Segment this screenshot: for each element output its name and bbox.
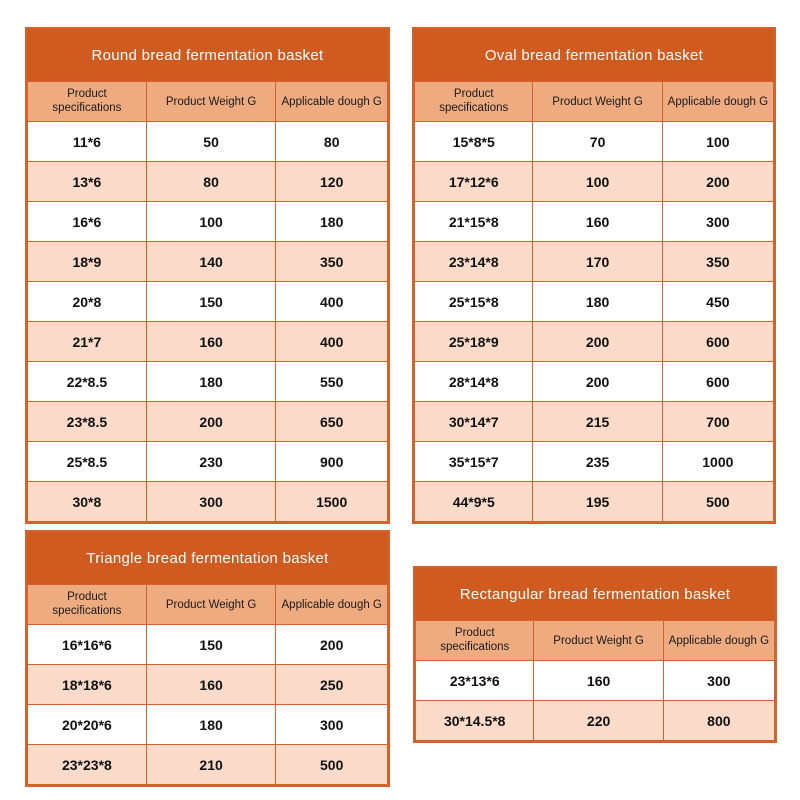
column-header-dough: Applicable dough G bbox=[276, 82, 388, 122]
cell-weight: 200 bbox=[533, 362, 662, 402]
column-header-dough: Applicable dough G bbox=[662, 82, 773, 122]
cell-dough: 800 bbox=[663, 701, 774, 741]
table-row bbox=[28, 362, 388, 402]
cell-specification: 23*23*8 bbox=[28, 745, 147, 785]
spec-table-round bbox=[27, 81, 388, 522]
cell-weight: 300 bbox=[146, 482, 276, 522]
cell-specification: 30*8 bbox=[28, 482, 147, 522]
table-row bbox=[28, 162, 388, 202]
cell-weight: 210 bbox=[146, 745, 276, 785]
table-row bbox=[415, 482, 774, 522]
cell-dough: 300 bbox=[663, 661, 774, 701]
column-header-dough: Applicable dough G bbox=[276, 585, 388, 625]
cell-specification: 13*6 bbox=[28, 162, 147, 202]
table-row bbox=[415, 282, 774, 322]
column-header-weight: Product Weight G bbox=[534, 621, 663, 661]
cell-weight: 180 bbox=[146, 362, 276, 402]
cell-specification: 23*14*8 bbox=[415, 242, 533, 282]
column-header-dough: Applicable dough G bbox=[663, 621, 774, 661]
cell-dough: 550 bbox=[276, 362, 388, 402]
cell-weight: 230 bbox=[146, 442, 276, 482]
cell-dough: 300 bbox=[276, 705, 388, 745]
table-row bbox=[415, 242, 774, 282]
spec-table-oval bbox=[414, 81, 774, 522]
cell-dough: 1500 bbox=[276, 482, 388, 522]
cell-specification: 35*15*7 bbox=[415, 442, 533, 482]
cell-weight: 150 bbox=[146, 282, 276, 322]
cell-dough: 400 bbox=[276, 282, 388, 322]
table-row bbox=[415, 202, 774, 242]
cell-dough: 600 bbox=[662, 362, 773, 402]
cell-specification: 30*14*7 bbox=[415, 402, 533, 442]
cell-weight: 215 bbox=[533, 402, 662, 442]
cell-specification: 30*14.5*8 bbox=[416, 701, 534, 741]
cell-weight: 195 bbox=[533, 482, 662, 522]
cell-specification: 25*15*8 bbox=[415, 282, 533, 322]
cell-specification: 28*14*8 bbox=[415, 362, 533, 402]
cell-weight: 220 bbox=[534, 701, 663, 741]
cell-dough: 500 bbox=[276, 745, 388, 785]
cell-specification: 23*13*6 bbox=[416, 661, 534, 701]
cell-weight: 180 bbox=[533, 282, 662, 322]
cell-dough: 900 bbox=[276, 442, 388, 482]
column-header-weight: Product Weight G bbox=[146, 82, 276, 122]
cell-specification: 21*7 bbox=[28, 322, 147, 362]
cell-specification: 16*16*6 bbox=[28, 625, 147, 665]
cell-weight: 100 bbox=[146, 202, 276, 242]
table-row bbox=[415, 122, 774, 162]
cell-dough: 500 bbox=[662, 482, 773, 522]
cell-dough: 200 bbox=[662, 162, 773, 202]
cell-specification: 44*9*5 bbox=[415, 482, 533, 522]
cell-weight: 200 bbox=[146, 402, 276, 442]
cell-dough: 400 bbox=[276, 322, 388, 362]
cell-weight: 100 bbox=[533, 162, 662, 202]
cell-dough: 120 bbox=[276, 162, 388, 202]
cell-dough: 250 bbox=[276, 665, 388, 705]
table-row bbox=[415, 442, 774, 482]
cell-weight: 70 bbox=[533, 122, 662, 162]
cell-dough: 600 bbox=[662, 322, 773, 362]
table-row bbox=[28, 442, 388, 482]
cell-dough: 100 bbox=[662, 122, 773, 162]
table-row bbox=[415, 362, 774, 402]
cell-weight: 200 bbox=[533, 322, 662, 362]
table-row bbox=[28, 202, 388, 242]
table-row bbox=[28, 122, 388, 162]
table-row bbox=[415, 162, 774, 202]
column-header-weight: Product Weight G bbox=[146, 585, 276, 625]
cell-weight: 180 bbox=[146, 705, 276, 745]
table-row bbox=[28, 625, 388, 665]
cell-weight: 160 bbox=[146, 322, 276, 362]
table-row bbox=[28, 482, 388, 522]
table-oval-basket bbox=[412, 27, 776, 524]
cell-dough: 1000 bbox=[662, 442, 773, 482]
cell-specification: 18*9 bbox=[28, 242, 147, 282]
cell-specification: 23*8.5 bbox=[28, 402, 147, 442]
cell-weight: 50 bbox=[146, 122, 276, 162]
table-row bbox=[415, 402, 774, 442]
spec-table-rectangular bbox=[415, 620, 775, 741]
table-triangle-basket bbox=[25, 530, 390, 787]
cell-weight: 235 bbox=[533, 442, 662, 482]
column-header-specifications: Product specifications bbox=[28, 82, 147, 122]
cell-weight: 160 bbox=[146, 665, 276, 705]
cell-weight: 170 bbox=[533, 242, 662, 282]
table-row bbox=[28, 242, 388, 282]
table-title-rectangular: Rectangular bread fermentation basket bbox=[415, 568, 775, 620]
cell-weight: 140 bbox=[146, 242, 276, 282]
table-header-row bbox=[28, 585, 388, 625]
cell-specification: 18*18*6 bbox=[28, 665, 147, 705]
column-header-weight: Product Weight G bbox=[533, 82, 662, 122]
table-row bbox=[28, 705, 388, 745]
table-row bbox=[416, 701, 775, 741]
cell-specification: 11*6 bbox=[28, 122, 147, 162]
table-title-oval: Oval bread fermentation basket bbox=[414, 29, 774, 81]
cell-weight: 150 bbox=[146, 625, 276, 665]
table-header-row bbox=[28, 82, 388, 122]
table-header-row bbox=[415, 82, 774, 122]
table-row bbox=[28, 282, 388, 322]
cell-dough: 350 bbox=[662, 242, 773, 282]
cell-weight: 160 bbox=[533, 202, 662, 242]
cell-specification: 25*18*9 bbox=[415, 322, 533, 362]
table-row bbox=[28, 745, 388, 785]
cell-weight: 160 bbox=[534, 661, 663, 701]
cell-specification: 17*12*6 bbox=[415, 162, 533, 202]
column-header-specifications: Product specifications bbox=[416, 621, 534, 661]
table-row bbox=[416, 661, 775, 701]
cell-dough: 200 bbox=[276, 625, 388, 665]
cell-dough: 350 bbox=[276, 242, 388, 282]
table-row bbox=[28, 665, 388, 705]
column-header-specifications: Product specifications bbox=[28, 585, 147, 625]
table-title-triangle: Triangle bread fermentation basket bbox=[27, 532, 388, 584]
table-row bbox=[415, 322, 774, 362]
cell-specification: 15*8*5 bbox=[415, 122, 533, 162]
table-round-basket bbox=[25, 27, 390, 524]
table-row bbox=[28, 322, 388, 362]
cell-specification: 22*8.5 bbox=[28, 362, 147, 402]
cell-dough: 650 bbox=[276, 402, 388, 442]
cell-dough: 450 bbox=[662, 282, 773, 322]
cell-dough: 180 bbox=[276, 202, 388, 242]
cell-weight: 80 bbox=[146, 162, 276, 202]
table-row bbox=[28, 402, 388, 442]
cell-specification: 20*8 bbox=[28, 282, 147, 322]
cell-dough: 80 bbox=[276, 122, 388, 162]
table-rectangular-basket bbox=[413, 566, 777, 743]
cell-specification: 21*15*8 bbox=[415, 202, 533, 242]
cell-specification: 25*8.5 bbox=[28, 442, 147, 482]
cell-dough: 700 bbox=[662, 402, 773, 442]
table-header-row bbox=[416, 621, 775, 661]
cell-dough: 300 bbox=[662, 202, 773, 242]
cell-specification: 20*20*6 bbox=[28, 705, 147, 745]
spec-table-triangle bbox=[27, 584, 388, 785]
cell-specification: 16*6 bbox=[28, 202, 147, 242]
table-title-round: Round bread fermentation basket bbox=[27, 29, 388, 81]
column-header-specifications: Product specifications bbox=[415, 82, 533, 122]
